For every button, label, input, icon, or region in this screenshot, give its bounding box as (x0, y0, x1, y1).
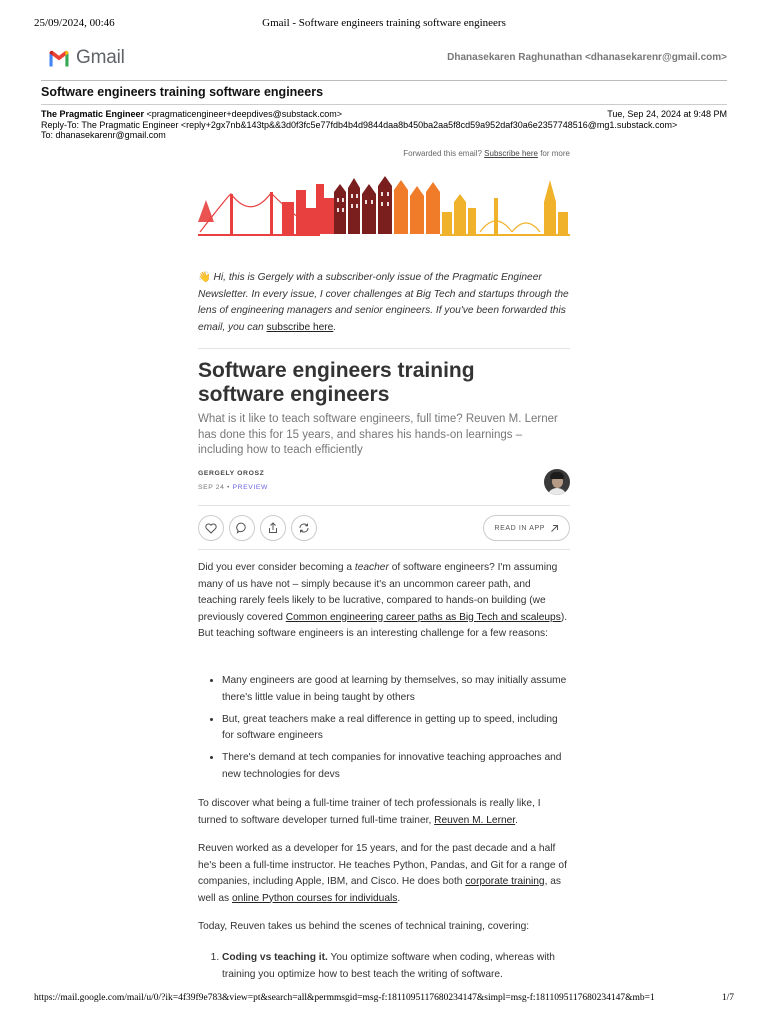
avatar[interactable] (544, 469, 570, 495)
text: , as well as (198, 876, 562, 904)
comment-icon (236, 522, 248, 534)
paragraph: Today, Reuven takes us behind the scenes of technical training, covering: (198, 921, 530, 932)
post-actions (198, 515, 570, 541)
print-title: Gmail - Software engineers training software engineers (262, 17, 506, 29)
list-item: • But, great teachers make a real difference in getting up to speed, including for software engineers (222, 712, 570, 745)
print-datetime: 25/09/2024, 00:46 (34, 17, 115, 29)
list-item: • There's demand at tech companies for innovative teaching approaches and new technologies for devs (222, 750, 570, 783)
read-in-app-label: READ IN APP (494, 524, 545, 532)
like-button[interactable] (198, 515, 224, 541)
gmail-m-icon (48, 50, 70, 67)
text: Did you ever consider becoming a (198, 562, 353, 573)
list-item-text: You optimize software when coding, whereas with training you optimize how to best teach the writing of software. (222, 952, 555, 980)
subscribe-link-top[interactable]: Subscribe here (484, 149, 538, 158)
reply-to: Reply-To: The Pragmatic Engineer <reply+2gx7nb&143tp&&3d0f3fc5e77fdb4b4d9844daa8b450ba2aa5f8cd59a952daf30a6e2357748516@mg1.substack.com> (41, 119, 678, 130)
text: of software engineers? I'm assuming many of us have not – simply because it's an uncommon career path, and teaching rarely feels likely to be lucrative, compared to hands-on building (we previously covered (198, 562, 558, 623)
corporate-training-link[interactable]: corporate training (465, 876, 545, 887)
restack-icon (298, 522, 310, 534)
text: Reuven worked as a developer for 15 years, and for the past decade and a half he's been a full-time instructor. He teaches Python, Pandas, and Git for a range of companies, including Apple, IBM, and Cisco. He does both (198, 843, 567, 887)
print-header (34, 17, 734, 31)
print-url: https://mail.google.com/mail/u/0/?ik=4f39f9e783&view=pt&search=all&permmsgid=msg-f:1811095117680234147&simpl=msg-f:1811095117680234147&mb=1 (34, 993, 655, 1003)
online-courses-link[interactable]: online Python courses for individuals (231, 892, 398, 904)
forwarded-note (198, 149, 570, 158)
article-subtitle: What is it like to teach software engineers, full time? Reuven M. Lerner has done this for 15 years, and shares his hands-on learnings – including how to teach efficiently (198, 413, 558, 456)
reuven-lerner-link[interactable]: Reuven M. Lerner (434, 814, 516, 826)
comment-button[interactable] (229, 515, 255, 541)
page-number: 1/7 (721, 993, 734, 1003)
heart-icon (205, 523, 217, 534)
forwarded-suffix: for more (540, 149, 570, 158)
paragraph (198, 560, 570, 643)
text: To discover what being a full-time trainer of tech professionals is really like, I turned to software developer turned full-time trainer, (198, 798, 541, 826)
list-item (222, 950, 570, 983)
recipient: To: dhanasekarenr@gmail.com (41, 130, 166, 140)
restack-button[interactable] (291, 515, 317, 541)
divider (198, 348, 570, 349)
preview-tag: PREVIEW (232, 484, 269, 491)
post-date: SEP 24 (198, 484, 225, 491)
author-name[interactable]: GERGELY OROSZ (198, 470, 265, 477)
divider (198, 505, 570, 506)
text: . (515, 814, 518, 826)
subject-divider (41, 104, 727, 105)
post-dateline (198, 484, 570, 491)
gmail-header (48, 46, 727, 72)
career-paths-link[interactable]: Common engineering career paths as Big Tech and scaleups (285, 611, 561, 623)
article-title[interactable] (198, 359, 570, 407)
account-label: Dhanasekaren Raghunathan <dhanasekarenr@gmail.com> (447, 52, 727, 63)
paragraph (198, 841, 570, 907)
gmail-wordmark: Gmail (76, 47, 125, 68)
list-item-heading: Coding vs teaching it. (222, 952, 328, 963)
paragraph (198, 796, 570, 829)
read-in-app-button[interactable] (483, 515, 570, 541)
bullet-list (198, 673, 570, 789)
print-footer (34, 993, 734, 1003)
email-meta (41, 109, 727, 141)
subscribe-link-intro[interactable]: subscribe here (266, 321, 334, 333)
forwarded-text: Forwarded this email? (403, 149, 482, 158)
divider (198, 549, 570, 550)
gmail-logo[interactable] (48, 46, 125, 70)
newsletter-intro: 👋 Hi, this is Gergely with a subscriber-only issue of the Pragmatic Engineer Newsletter. In every issue, I cover challenges at Big Tech and startups through the lens of engineering managers and senior engineers. If you've been forwarded this email, you can subscribe here. (198, 272, 569, 333)
arrow-up-right-icon (550, 524, 559, 533)
text: ). But teaching software engineers is an interesting challenge for a few reasons: (198, 611, 568, 639)
numbered-list (198, 950, 570, 983)
waving-hand-icon: 👋 (198, 272, 211, 283)
email-date: Tue, Sep 24, 2024 at 9:48 PM (607, 109, 727, 119)
list-item: • Many engineers are good at learning by themselves, so may initially assume there's little value in being taught by others (222, 673, 570, 706)
city-skyline-illustration (198, 172, 570, 242)
email-subject: Software engineers training software engineers (41, 85, 324, 99)
article-title-line: software engineers (198, 383, 390, 406)
newsletter-banner (198, 172, 570, 242)
share-icon (267, 522, 279, 534)
header-divider (41, 80, 727, 81)
article-title-line: Software engineers training (198, 359, 475, 382)
sender-address: <pragmaticengineer+deepdives@substack.com> (146, 109, 343, 119)
text: . (397, 892, 401, 904)
sender-name: The Pragmatic Engineer (41, 109, 145, 119)
intro-text: Hi, this is Gergely with a subscriber-only issue of the Pragmatic Engineer Newsletter. In every issue, I cover challenges at Big Tech and startups through the lens of engineering managers and senior engineers. If you've been forwarded this email, you can (198, 272, 569, 333)
share-button[interactable] (260, 515, 286, 541)
emphasis: teacher (354, 562, 389, 573)
separator-dot: • (227, 484, 231, 491)
